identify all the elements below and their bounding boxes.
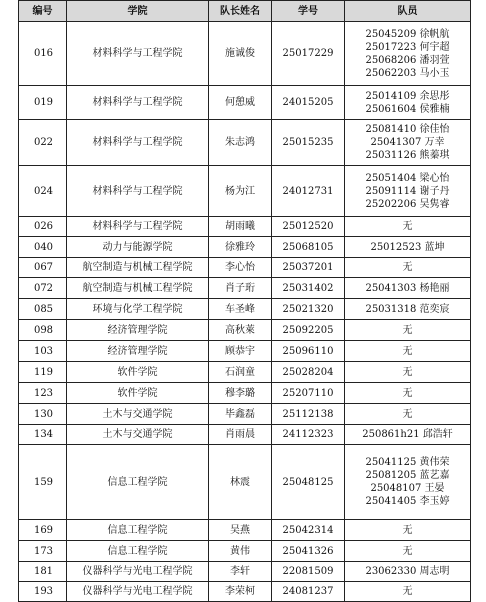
member-entry: 无	[402, 586, 413, 597]
header-student-id: 学号	[272, 1, 345, 22]
table-row	[19, 217, 471, 237]
row-college: 航空制造与机械工程学院	[67, 258, 209, 278]
member-entry: 25041405 李玉婷	[365, 496, 450, 507]
row-college: 材料科学与工程学院	[67, 217, 209, 237]
row-leader: 肖雨晨	[209, 425, 272, 445]
member-entry: 25068206 潘羽萱	[365, 54, 450, 66]
row-student-id: 24012731	[272, 166, 345, 217]
row-id: 134	[19, 425, 67, 445]
member-entry: 25091114 谢子丹	[365, 185, 450, 197]
row-id: 019	[19, 86, 67, 120]
table-header-row	[19, 1, 471, 22]
member-entry: 25081410 徐佳怡	[365, 124, 450, 135]
table-row	[19, 445, 471, 520]
row-college: 材料科学与工程学院	[67, 120, 209, 166]
team-table	[18, 0, 471, 602]
row-student-id: 25042314	[272, 520, 345, 541]
header-id: 编号	[19, 1, 67, 22]
row-student-id: 24015205	[272, 86, 345, 120]
row-college: 材料科学与工程学院	[67, 166, 209, 217]
row-leader: 吴燕	[209, 520, 272, 541]
row-members	[345, 166, 471, 217]
row-leader: 朱志鸿	[209, 120, 272, 166]
row-college: 软件学院	[67, 383, 209, 404]
row-student-id: 25037201	[272, 258, 345, 278]
row-student-id: 24081237	[272, 582, 345, 602]
row-college: 动力与能源学院	[67, 237, 209, 258]
member-entry: 25041125 黄伟荣	[365, 457, 450, 468]
row-members	[345, 425, 471, 445]
row-leader: 林震	[209, 445, 272, 520]
row-student-id: 25028204	[272, 362, 345, 383]
member-entry: 无	[402, 366, 413, 378]
row-leader: 石润童	[209, 362, 272, 383]
row-id: 181	[19, 562, 67, 582]
row-college: 航空制造与机械工程学院	[67, 278, 209, 299]
table-row	[19, 299, 471, 320]
row-id: 103	[19, 341, 67, 362]
row-members	[345, 278, 471, 299]
table-row	[19, 520, 471, 541]
row-id: 040	[19, 237, 67, 258]
member-entry: 无	[402, 387, 413, 399]
row-student-id: 25041326	[272, 541, 345, 562]
row-student-id: 25012520	[272, 217, 345, 237]
table-row	[19, 22, 471, 86]
table-row	[19, 86, 471, 120]
row-leader: 李荣柯	[209, 582, 272, 602]
row-members	[345, 383, 471, 404]
row-leader: 黄伟	[209, 541, 272, 562]
member-entry: 25045209 徐帆航	[365, 28, 450, 40]
row-leader: 何憩威	[209, 86, 272, 120]
row-members	[345, 520, 471, 541]
member-entry: 无	[402, 262, 413, 273]
row-college: 材料科学与工程学院	[67, 86, 209, 120]
row-college: 信息工程学院	[67, 541, 209, 562]
row-student-id: 25017229	[272, 22, 345, 86]
row-id: 024	[19, 166, 67, 217]
row-members	[345, 299, 471, 320]
header-college: 学院	[67, 1, 209, 22]
member-entry: 无	[402, 324, 413, 336]
row-college: 土木与交通学院	[67, 404, 209, 425]
member-entry: 25017223 何宇超	[365, 41, 450, 53]
row-id: 072	[19, 278, 67, 299]
row-student-id: 25048125	[272, 445, 345, 520]
row-id: 026	[19, 217, 67, 237]
member-entry: 25061604 侯雅楠	[365, 103, 450, 115]
row-id: 119	[19, 362, 67, 383]
row-members	[345, 86, 471, 120]
table-row	[19, 541, 471, 562]
row-id: 085	[19, 299, 67, 320]
row-college: 环境与化学工程学院	[67, 299, 209, 320]
row-college: 材料科学与工程学院	[67, 22, 209, 86]
row-leader: 杨为江	[209, 166, 272, 217]
member-entry: 25202206 吴隽睿	[365, 198, 450, 210]
member-entry: 25048107 王晏	[370, 483, 445, 494]
header-leader: 队长姓名	[209, 1, 272, 22]
row-college: 经济管理学院	[67, 341, 209, 362]
row-members	[345, 341, 471, 362]
member-entry: 25051404 梁心怡	[365, 172, 450, 184]
row-student-id: 25031402	[272, 278, 345, 299]
row-members	[345, 445, 471, 520]
row-college: 经济管理学院	[67, 320, 209, 341]
member-entry: 25081205 蓝艺嘉	[365, 470, 450, 481]
row-members	[345, 22, 471, 86]
row-college: 软件学院	[67, 362, 209, 383]
member-entry: 无	[402, 345, 413, 357]
row-id: 193	[19, 582, 67, 602]
table-row	[19, 237, 471, 258]
row-id: 169	[19, 520, 67, 541]
row-student-id: 25112138	[272, 404, 345, 425]
row-members	[345, 217, 471, 237]
row-id: 130	[19, 404, 67, 425]
row-id: 173	[19, 541, 67, 562]
row-student-id: 24112323	[272, 425, 345, 445]
member-entry: 无	[402, 221, 413, 232]
table-row	[19, 120, 471, 166]
member-entry: 25031126 熊蓁琪	[365, 150, 450, 161]
row-leader: 毕鑫磊	[209, 404, 272, 425]
row-members	[345, 237, 471, 258]
row-student-id: 25015235	[272, 120, 345, 166]
member-entry: 25012523 蓝坤	[370, 241, 445, 253]
row-members	[345, 541, 471, 562]
header-members: 队员	[345, 1, 471, 22]
table-row	[19, 404, 471, 425]
row-members	[345, 258, 471, 278]
row-leader: 李心怡	[209, 258, 272, 278]
table-row	[19, 278, 471, 299]
row-college: 仪器科学与光电工程学院	[67, 582, 209, 602]
row-leader: 高秋萊	[209, 320, 272, 341]
member-entry: 25062203 马小玉	[365, 67, 450, 79]
member-entry: 25041307 万幸	[370, 137, 445, 148]
row-college: 信息工程学院	[67, 520, 209, 541]
row-id: 067	[19, 258, 67, 278]
row-id: 022	[19, 120, 67, 166]
member-entry: 25031318 范奕宸	[365, 303, 450, 315]
row-id: 123	[19, 383, 67, 404]
row-id: 016	[19, 22, 67, 86]
table-row	[19, 362, 471, 383]
row-student-id: 22081509	[272, 562, 345, 582]
table-body	[19, 22, 471, 602]
row-student-id: 25207110	[272, 383, 345, 404]
row-leader: 徐雅玲	[209, 237, 272, 258]
row-leader: 李轩	[209, 562, 272, 582]
row-leader: 顾恭宇	[209, 341, 272, 362]
table-row	[19, 341, 471, 362]
table-row	[19, 425, 471, 445]
row-student-id: 25021320	[272, 299, 345, 320]
table-row	[19, 166, 471, 217]
row-college: 土木与交通学院	[67, 425, 209, 445]
row-leader: 胡雨曦	[209, 217, 272, 237]
row-student-id: 25068105	[272, 237, 345, 258]
member-entry: 无	[402, 524, 413, 536]
row-college: 仪器科学与光电工程学院	[67, 562, 209, 582]
row-members	[345, 362, 471, 383]
row-members	[345, 320, 471, 341]
member-entry: 无	[402, 408, 413, 420]
table-row	[19, 320, 471, 341]
row-leader: 穆李璐	[209, 383, 272, 404]
row-members	[345, 120, 471, 166]
row-id: 098	[19, 320, 67, 341]
member-entry: 25014109 余思彤	[365, 90, 450, 102]
table-row	[19, 383, 471, 404]
member-entry: 250861h21 邱浩轩	[362, 429, 453, 440]
member-entry: 23062330 周志明	[365, 566, 450, 577]
row-student-id: 25096110	[272, 341, 345, 362]
member-entry: 无	[402, 545, 413, 557]
row-members	[345, 582, 471, 602]
row-college: 信息工程学院	[67, 445, 209, 520]
row-members	[345, 562, 471, 582]
table-row	[19, 562, 471, 582]
member-entry: 25041303 杨艳丽	[365, 282, 450, 294]
row-leader: 车圣峰	[209, 299, 272, 320]
row-members	[345, 404, 471, 425]
table-row	[19, 582, 471, 602]
row-id: 159	[19, 445, 67, 520]
row-leader: 肖子珩	[209, 278, 272, 299]
table-row	[19, 258, 471, 278]
row-student-id: 25092205	[272, 320, 345, 341]
row-leader: 施诚俊	[209, 22, 272, 86]
